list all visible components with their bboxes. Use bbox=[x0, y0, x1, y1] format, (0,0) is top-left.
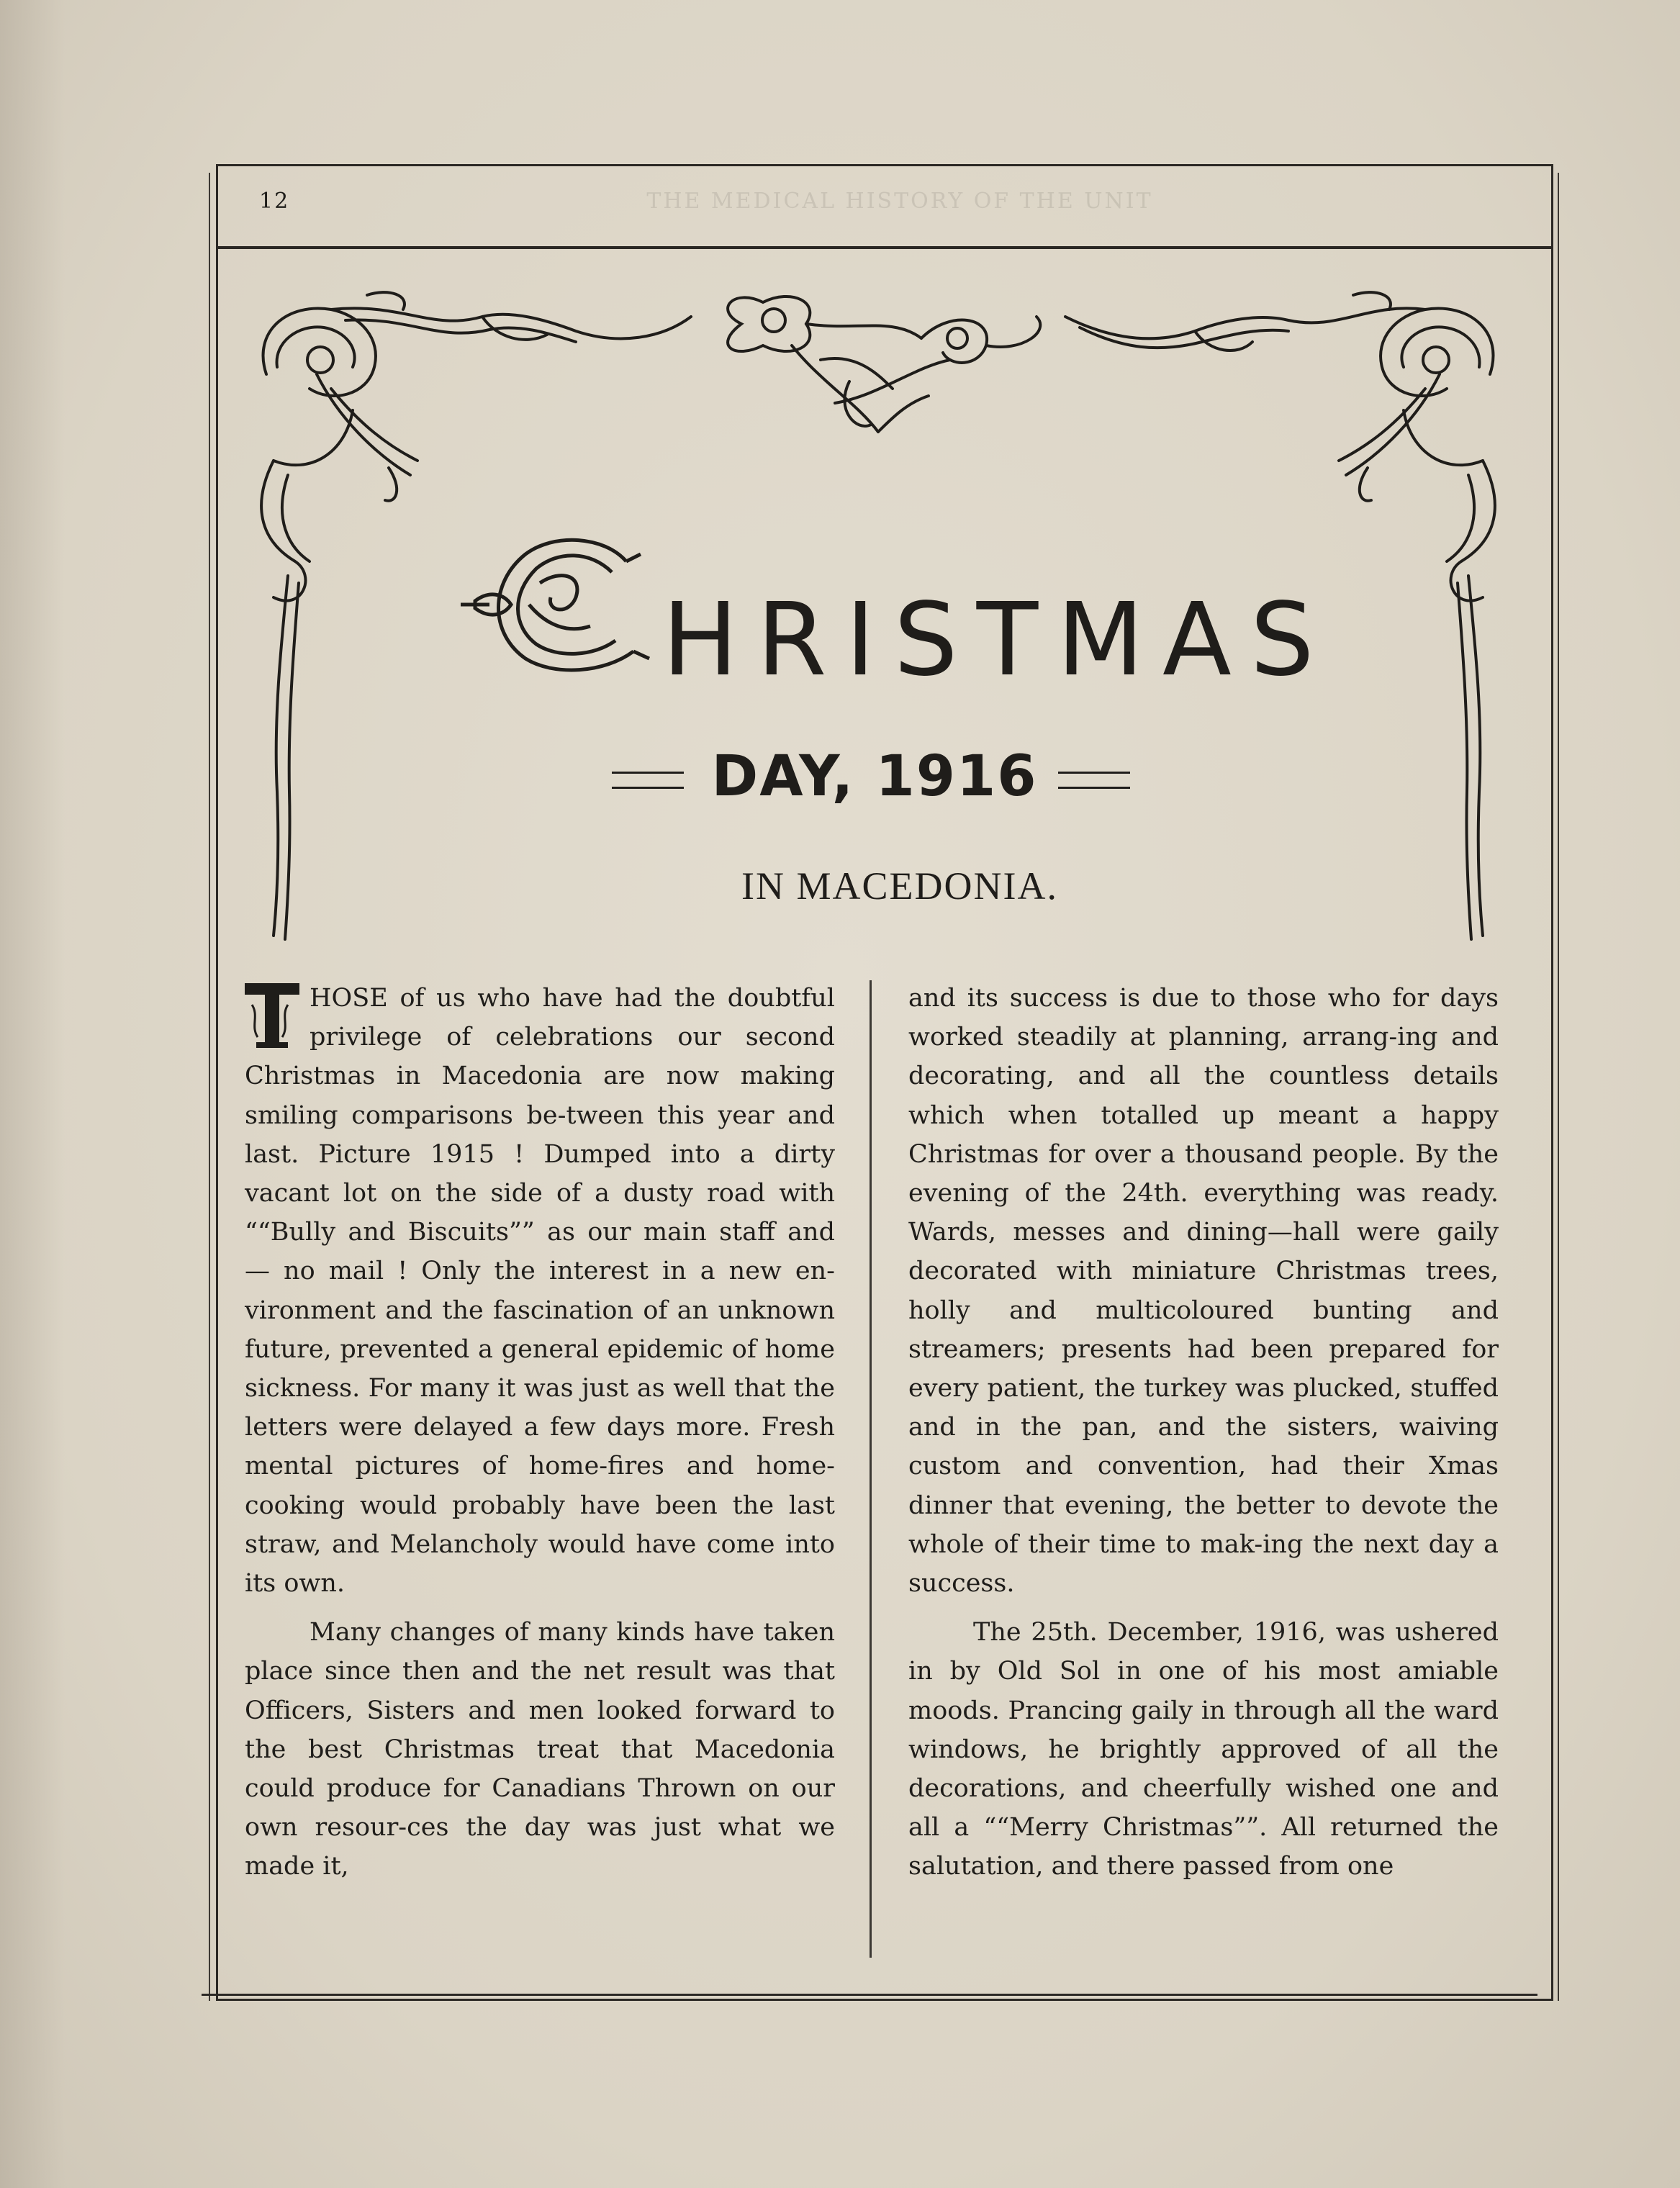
left-double-rule bbox=[612, 772, 684, 789]
binding-shadow bbox=[0, 0, 65, 2188]
running-head-showthrough: THE MEDICAL HISTORY OF THE UNIT bbox=[646, 189, 1153, 214]
paragraph bbox=[908, 1613, 1499, 1886]
page-number: 12 bbox=[259, 189, 290, 214]
decorated-initial-c-icon bbox=[461, 533, 662, 677]
left-column bbox=[245, 979, 835, 1897]
subtitle: DAY, 1916 bbox=[711, 744, 1038, 809]
paragraph-text: The 25th. December, 1916, was ushered in by Old Sol in one of his most amiable moods. Prancing gaily in through all the ward windows, he brightly approved of all the decorations, and cheerfully wished one and all a ““Merry Christmas””. All returned the salutation, and there passed from one bbox=[908, 1618, 1499, 1881]
dropcap-t-icon bbox=[245, 983, 299, 1049]
paragraph bbox=[245, 979, 835, 1603]
right-double-rule bbox=[1058, 772, 1130, 789]
column-rule bbox=[870, 980, 872, 1958]
paragraph-text: and its success is due to those who for days worked steadily at planning, arrang-ing and decorating, and all the countless details which when totalled up meant a happy Christmas for over a thousand people. By the evening of the 24th. everything was ready. Wards, messes and dining—hall were gaily decorated with miniature Christmas trees, holly and multicoloured bunting and streamers; presents had been prepared for every patient, the turkey was plucked, stuffed and in the pan, and the sisters, waiving custom and convention, had their Xmas dinner that evening, the better to devote the whole of their time to mak-ing the next day a success. bbox=[908, 984, 1499, 1599]
paragraph-text: Many changes of many kinds have taken place since then and the net result was that Officers, Sisters and men looked forward to the best Christmas treat that Macedonia could produce for Canadians Thrown on our own resour-ces the day was just what we made it, bbox=[245, 1618, 835, 1881]
place-heading: IN MACEDONIA. bbox=[741, 864, 1058, 908]
paragraph bbox=[245, 1613, 835, 1886]
paragraph-text: HOSE of us who have had the doubtful privilege of celebrations our second Christmas in Macedonia are now making smiling comparisons be-tween this year and last. Picture 1915 ! Dumped into a dirty vacant lot on the side of a dusty road with ““Bully and Biscuits”” as our main staff and — no mail ! Only the interest in a new en-vironment and the fascination of an unknown future, prevented a general epidemic of home sickness. For many it was just as well that the letters were delayed a few days more. Fresh mental pictures of home-fires and home-cooking would probably have been the last straw, and Melancholy would have come into its own. bbox=[245, 984, 835, 1599]
bottom-rule bbox=[202, 1994, 1537, 1996]
right-column bbox=[908, 979, 1499, 1897]
header-rule bbox=[216, 246, 1553, 249]
subtitle-row bbox=[612, 741, 1130, 813]
paragraph bbox=[908, 979, 1499, 1603]
title-heading: HRISTMAS bbox=[662, 582, 1333, 699]
